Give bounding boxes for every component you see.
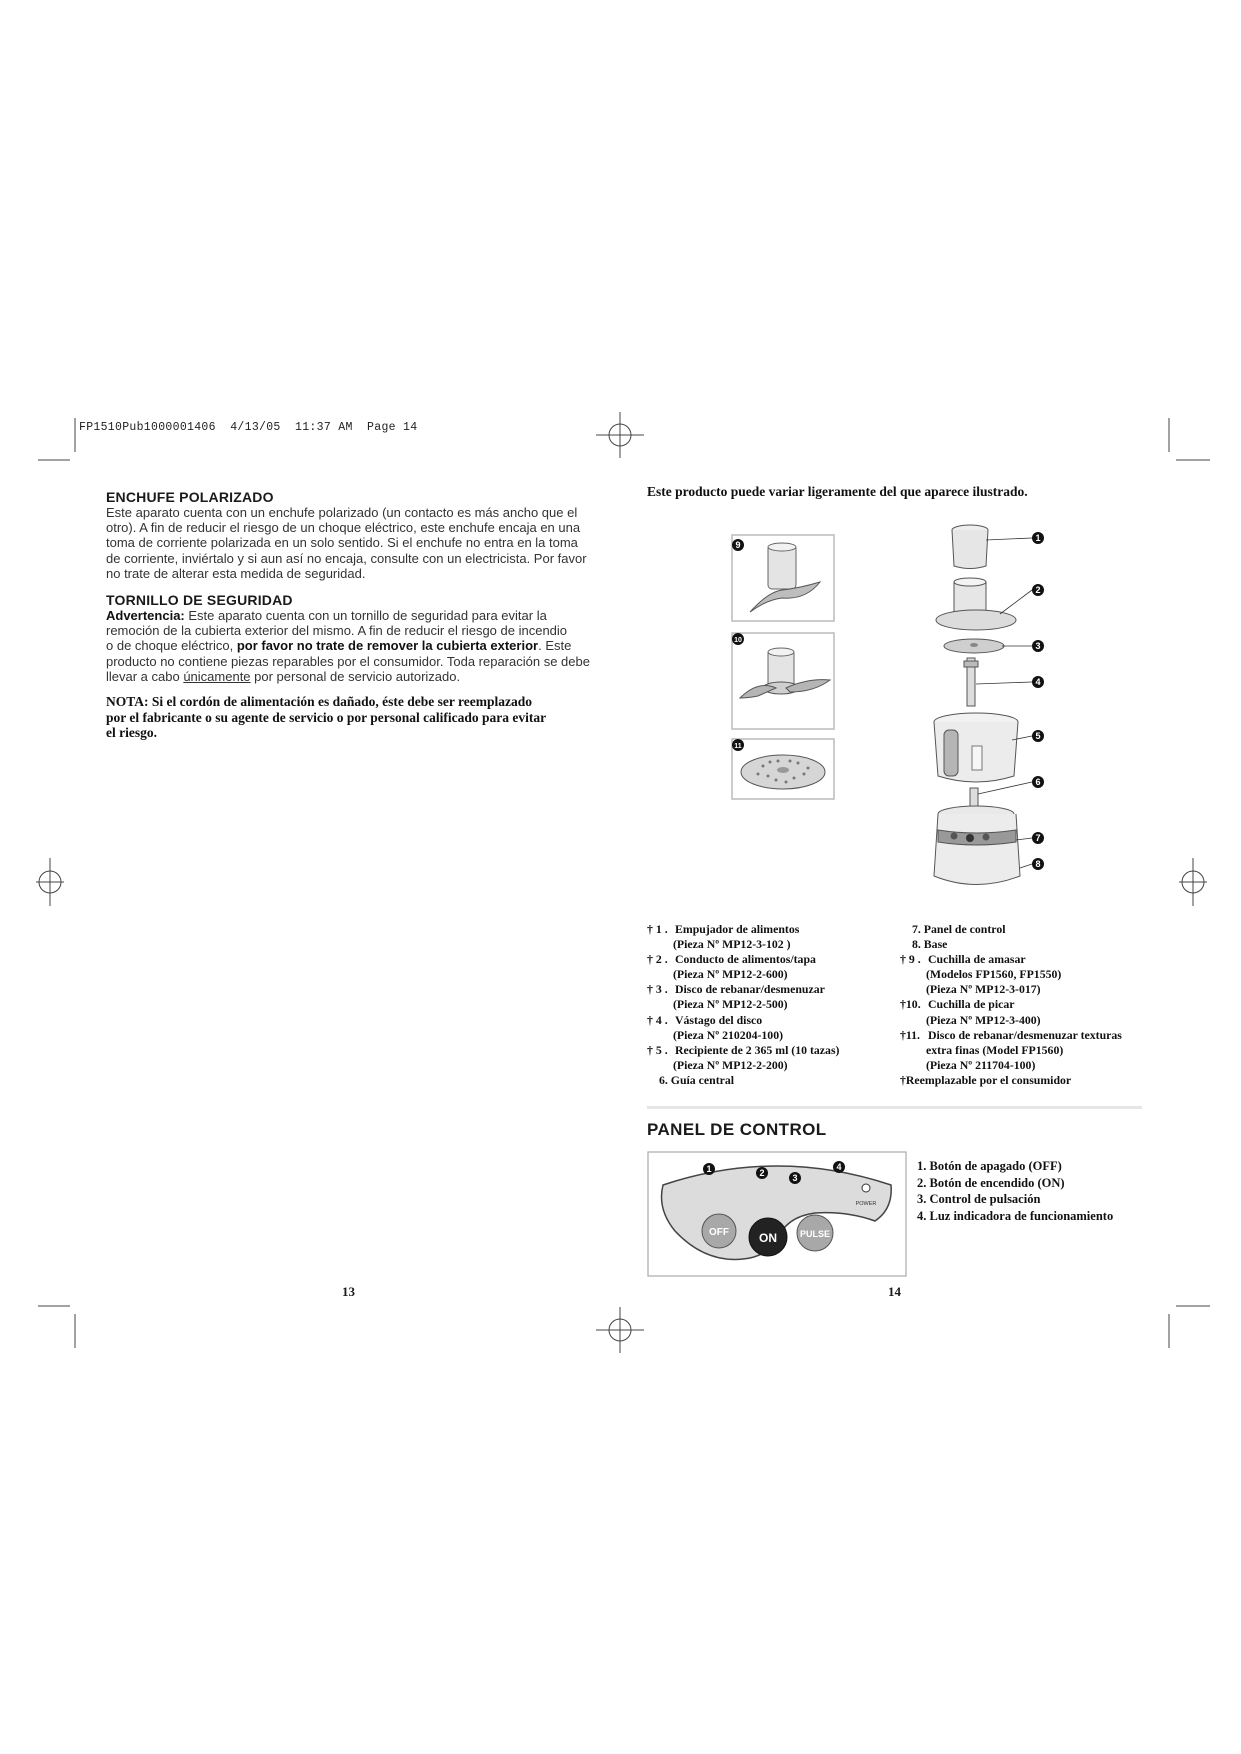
dough-blade-icon <box>750 543 820 612</box>
text-line: otro). A fin de reducir el riesgo de un choque eléctrico, este enchufe encaja en una <box>106 520 581 536</box>
chopping-blade-icon <box>740 648 830 698</box>
list-item: † 3 . Disco de rebanar/desmenuzar <box>647 982 825 997</box>
printer-slug: FP1510Pub1000001406 4/13/05 11:37 AM Page 14 <box>79 421 418 434</box>
text-line: Advertencia: Este aparato cuenta con un tornillo de seguridad para evitar la <box>106 608 547 623</box>
list-item: †10. Cuchilla de picar <box>900 997 1015 1012</box>
callout-11: 11 <box>734 743 742 750</box>
text-line: toma de corriente polarizada en un solo sentido. Si el enchufe no entra en la toma <box>106 535 578 551</box>
motor-base-icon <box>934 806 1020 885</box>
power-cord-note <box>106 694 606 741</box>
callout-10: 10 <box>734 637 742 644</box>
on-button[interactable] <box>749 1218 787 1256</box>
polarized-plug-heading: ENCHUFE POLARIZADO <box>106 489 274 505</box>
list-item-sub: (Pieza Nº MP12-3-017) <box>926 982 1041 997</box>
note-line: NOTA: Si el cordón de alimentación es dañado, éste debe ser reemplazado <box>106 694 532 709</box>
note-line: por el fabricante o su agente de servicio o por personal calificado para evitar <box>106 709 547 725</box>
callout-9: 9 <box>735 540 741 550</box>
food-pusher-icon <box>952 525 988 569</box>
list-item-sub: (Modelos FP1560, FP1550) <box>926 967 1062 982</box>
text-line: de corriente, inviértalo y si aun así no encaja, consulte con un electricista. Por favor <box>106 550 587 566</box>
text-line: Este aparato cuenta con un enchufe polarizado (un contacto es más ancho que el <box>106 505 578 520</box>
list-item: 6. Guía central <box>659 1072 735 1087</box>
power-label: POWER <box>855 1201 877 1207</box>
exploded-food-processor-illustration <box>920 518 1060 902</box>
registration-mark-bottom <box>596 1307 644 1353</box>
control-panel-illustration <box>647 1151 907 1277</box>
accessory-illustrations <box>728 530 838 802</box>
text-line: producto no contiene piezas reparables por el consumidor. Toda reparación se debe <box>106 653 590 669</box>
pulse-button[interactable] <box>797 1215 833 1251</box>
text-line: no trate de alterar esta medida de seguridad. <box>106 565 366 581</box>
callout-1: 1 <box>1035 533 1041 543</box>
list-item: 3. Control de pulsación <box>917 1192 1041 1206</box>
callout-4: 4 <box>1035 677 1041 687</box>
list-item-sub: (Pieza Nº 211704-100) <box>926 1057 1036 1072</box>
callout-5: 5 <box>1035 731 1041 741</box>
replaceable-note: †Reemplazable por el consumidor <box>900 1072 1072 1087</box>
note-line: el riesgo. <box>106 725 157 740</box>
safety-screw-heading: TORNILLO DE SEGURIDAD <box>106 592 293 608</box>
list-item: † 9 . Cuchilla de amasar <box>900 952 1026 967</box>
center-post-icon <box>970 788 978 808</box>
callout-7: 7 <box>1035 833 1041 843</box>
pulse-label: PULSE <box>799 1229 831 1239</box>
list-item-sub: (Pieza Nº MP12-3-400) <box>926 1012 1041 1027</box>
disc-stem-icon <box>964 658 978 706</box>
control-callout-1: 1 <box>706 1164 712 1174</box>
registration-mark-top <box>596 412 644 458</box>
text-line: o de choque eléctrico, por favor no trate de remover la cubierta exterior. Este <box>106 638 572 654</box>
callout-6: 6 <box>1035 777 1041 787</box>
product-variation-note: Este producto puede variar ligeramente del que aparece ilustrado. <box>647 484 1028 499</box>
section-divider <box>647 1106 1142 1109</box>
safety-screw-text <box>106 608 606 684</box>
control-list <box>917 1158 1147 1224</box>
parts-list-right <box>900 922 1150 1088</box>
list-item: 7. Panel de control <box>912 922 1006 936</box>
text-line: remoción de la cubierta exterior del mismo. A fin de reducir el riesgo de incendio <box>106 623 568 639</box>
list-item: 2. Botón de encendido (ON) <box>917 1175 1065 1190</box>
parts-list-left <box>647 922 897 1088</box>
warning-label: Advertencia: <box>106 608 185 623</box>
control-callout-2: 2 <box>759 1168 765 1178</box>
off-label: OFF <box>709 1227 729 1238</box>
registration-mark-left <box>36 858 64 906</box>
control-callout-4: 4 <box>836 1162 842 1172</box>
polarized-plug-text <box>106 505 606 581</box>
list-item: 1. Botón de apagado (OFF) <box>917 1159 1062 1173</box>
page-number-right: 14 <box>888 1284 901 1299</box>
callout-8: 8 <box>1035 859 1041 869</box>
on-label: ON <box>759 1231 777 1245</box>
list-item: 4. Luz indicadora de funcionamiento <box>917 1208 1114 1223</box>
list-item: 8. Base <box>912 937 948 952</box>
list-item-sub: extra finas (Model FP1560) <box>926 1042 1064 1057</box>
callout-2: 2 <box>1035 585 1041 595</box>
fine-shredding-disc-icon <box>741 755 825 789</box>
list-item-sub: (Pieza Nº MP12-3-102 ) <box>673 937 791 952</box>
text-line: llevar a cabo únicamente por personal de servicio autorizado. <box>106 668 461 684</box>
list-item-sub: (Pieza Nº MP12-2-200) <box>673 1057 788 1072</box>
feed-tube-lid-icon <box>936 578 1016 630</box>
list-item-sub: (Pieza Nº MP12-2-500) <box>673 997 788 1012</box>
work-bowl-icon <box>934 713 1018 782</box>
page-number-left: 13 <box>342 1284 355 1299</box>
list-item-sub: (Pieza Nº 210204-100) <box>673 1027 784 1042</box>
off-button[interactable] <box>702 1214 736 1248</box>
list-item: † 1 . Empujador de alimentos <box>647 922 800 936</box>
callout-3: 3 <box>1035 641 1041 651</box>
list-item: †11. Disco de rebanar/desmenuzar texturas <box>900 1027 1122 1042</box>
control-callout-3: 3 <box>792 1173 798 1183</box>
list-item: † 5 . Recipiente de 2 365 ml (10 tazas) <box>647 1042 840 1057</box>
list-item-sub: (Pieza Nº MP12-2-600) <box>673 967 788 982</box>
list-item: † 4 . Vástago del disco <box>647 1012 763 1027</box>
list-item: † 2 . Conducto de alimentos/tapa <box>647 952 816 967</box>
registration-mark-right <box>1179 858 1207 906</box>
control-panel-heading: PANEL DE CONTROL <box>647 1120 827 1139</box>
slicing-disc-icon <box>944 639 1004 653</box>
